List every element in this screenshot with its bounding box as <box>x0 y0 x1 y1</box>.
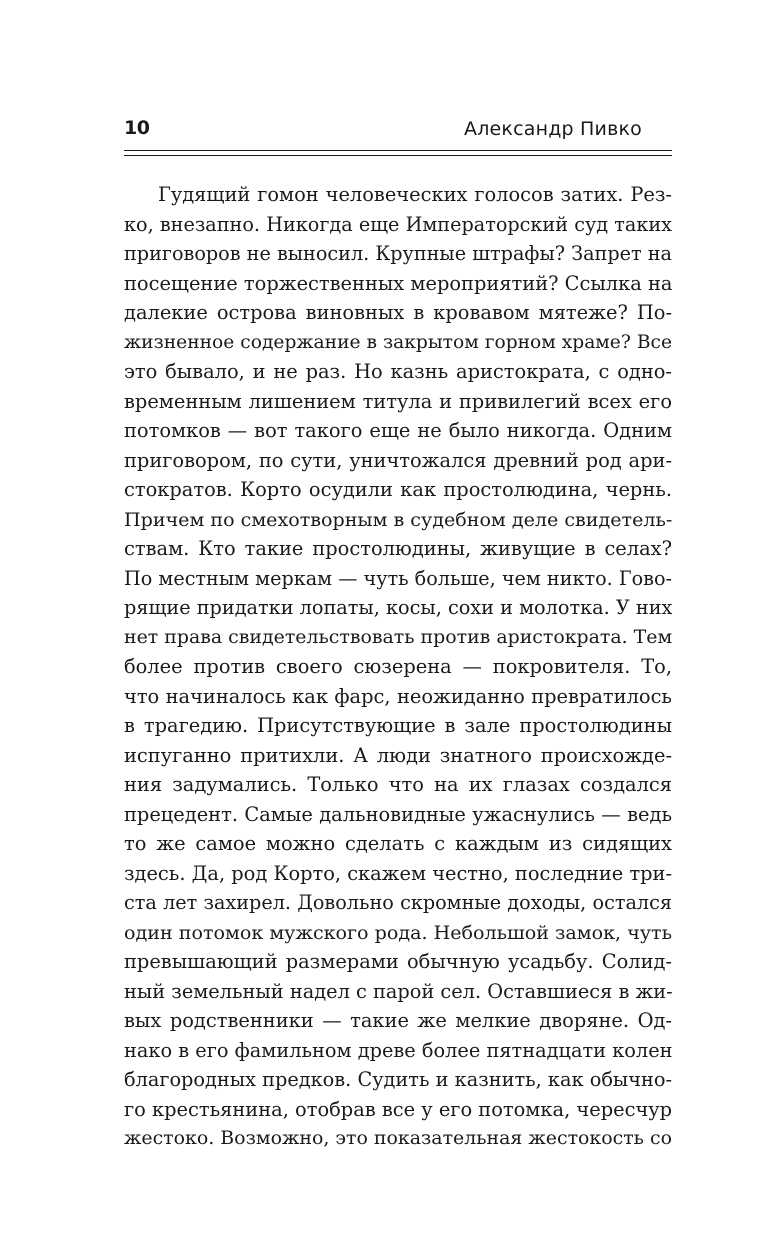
text-line: испуганно притихли. А люди знатного происхожде- <box>124 743 672 767</box>
text-line: благородных предков. Судить и казнить, как обычно- <box>124 1068 672 1091</box>
text-line: нако в его фамильном древе более пятнадцати колен <box>124 1038 673 1062</box>
running-title: Александр Пивко <box>464 118 642 140</box>
text-line: здесь. Да, род Корто, скажем честно, последние три- <box>124 861 672 885</box>
text-line: ствам. Кто такие простолюдины, живущие в селах? <box>124 537 672 560</box>
page-header <box>124 117 672 143</box>
text-line: приговоров не выносил. Крупные штрафы? Запрет на <box>124 242 672 265</box>
header-rule-thin <box>124 155 672 156</box>
text-line: что начиналось как фарс, неожиданно превратилось <box>124 684 672 708</box>
text-line: рящие придатки лопаты, косы, сохи и молотка. У них <box>124 596 673 619</box>
text-line: временным лишением титула и привилегий всех его <box>124 389 672 413</box>
text-line: превышающий размерами обычную усадьбу. Солид- <box>124 950 672 973</box>
text-line: Гудящий гомон человеческих голосов затих. Рез- <box>158 183 672 206</box>
body-text <box>124 180 672 1154</box>
text-line: вых родственники — такие же мелкие дворяне. Од- <box>124 1009 672 1032</box>
text-line: один потомок мужского рода. Небольшой замок, чуть <box>124 920 672 944</box>
text-line: прецедент. Самые дальновидные ужаснулись — ведь <box>124 802 672 826</box>
text-line: в трагедию. Присутствующие в зале простолюдины <box>124 714 672 737</box>
text-line: нет права свидетельствовать против аристократа. Тем <box>124 625 673 648</box>
text-line: жизненное содержание в закрытом горном храме? Все <box>124 331 672 353</box>
page-number: 10 <box>124 117 150 139</box>
text-line: ко, внезапно. Никогда еще Императорский суд таких <box>124 212 672 236</box>
text-line: го крестьянина, отобрав все у его потомка, чересчур <box>124 1097 673 1121</box>
text-line: посещение торжественных мероприятий? Ссылка на <box>124 271 673 295</box>
text-line: ста лет захирел. Довольно скромные доходы, остался <box>124 891 672 914</box>
text-line: ный земельный надел с парой сел. Оставшиеся в жи- <box>124 979 673 1003</box>
text-line: более против своего сюзерена — покровителя. То, <box>124 655 672 678</box>
text-line: это бывало, и не раз. Но казнь аристократа, с одно- <box>124 360 672 383</box>
text-line: то же самое можно сделать с каждым из сидящих <box>124 832 672 855</box>
header-rule-thick <box>124 150 672 151</box>
text-line: далекие острова виновных в кровавом мятеже? По- <box>124 301 672 324</box>
text-line: стократов. Корто осудили как простолюдина, чернь. <box>124 478 672 501</box>
text-line: Причем по смехотворным в судебном деле свидетель- <box>124 507 673 531</box>
text-line: ния задумались. Только что на их глазах создался <box>124 773 672 796</box>
text-line: По местным меркам — чуть больше, чем никто. Гово- <box>124 566 672 590</box>
text-line: потомков — вот такого еще не было никогда. Одним <box>124 419 672 442</box>
text-line: приговором, по сути, уничтожался древний род ари- <box>124 448 672 472</box>
text-line: жестоко. Возможно, это показательная жестокость со <box>124 1127 672 1149</box>
